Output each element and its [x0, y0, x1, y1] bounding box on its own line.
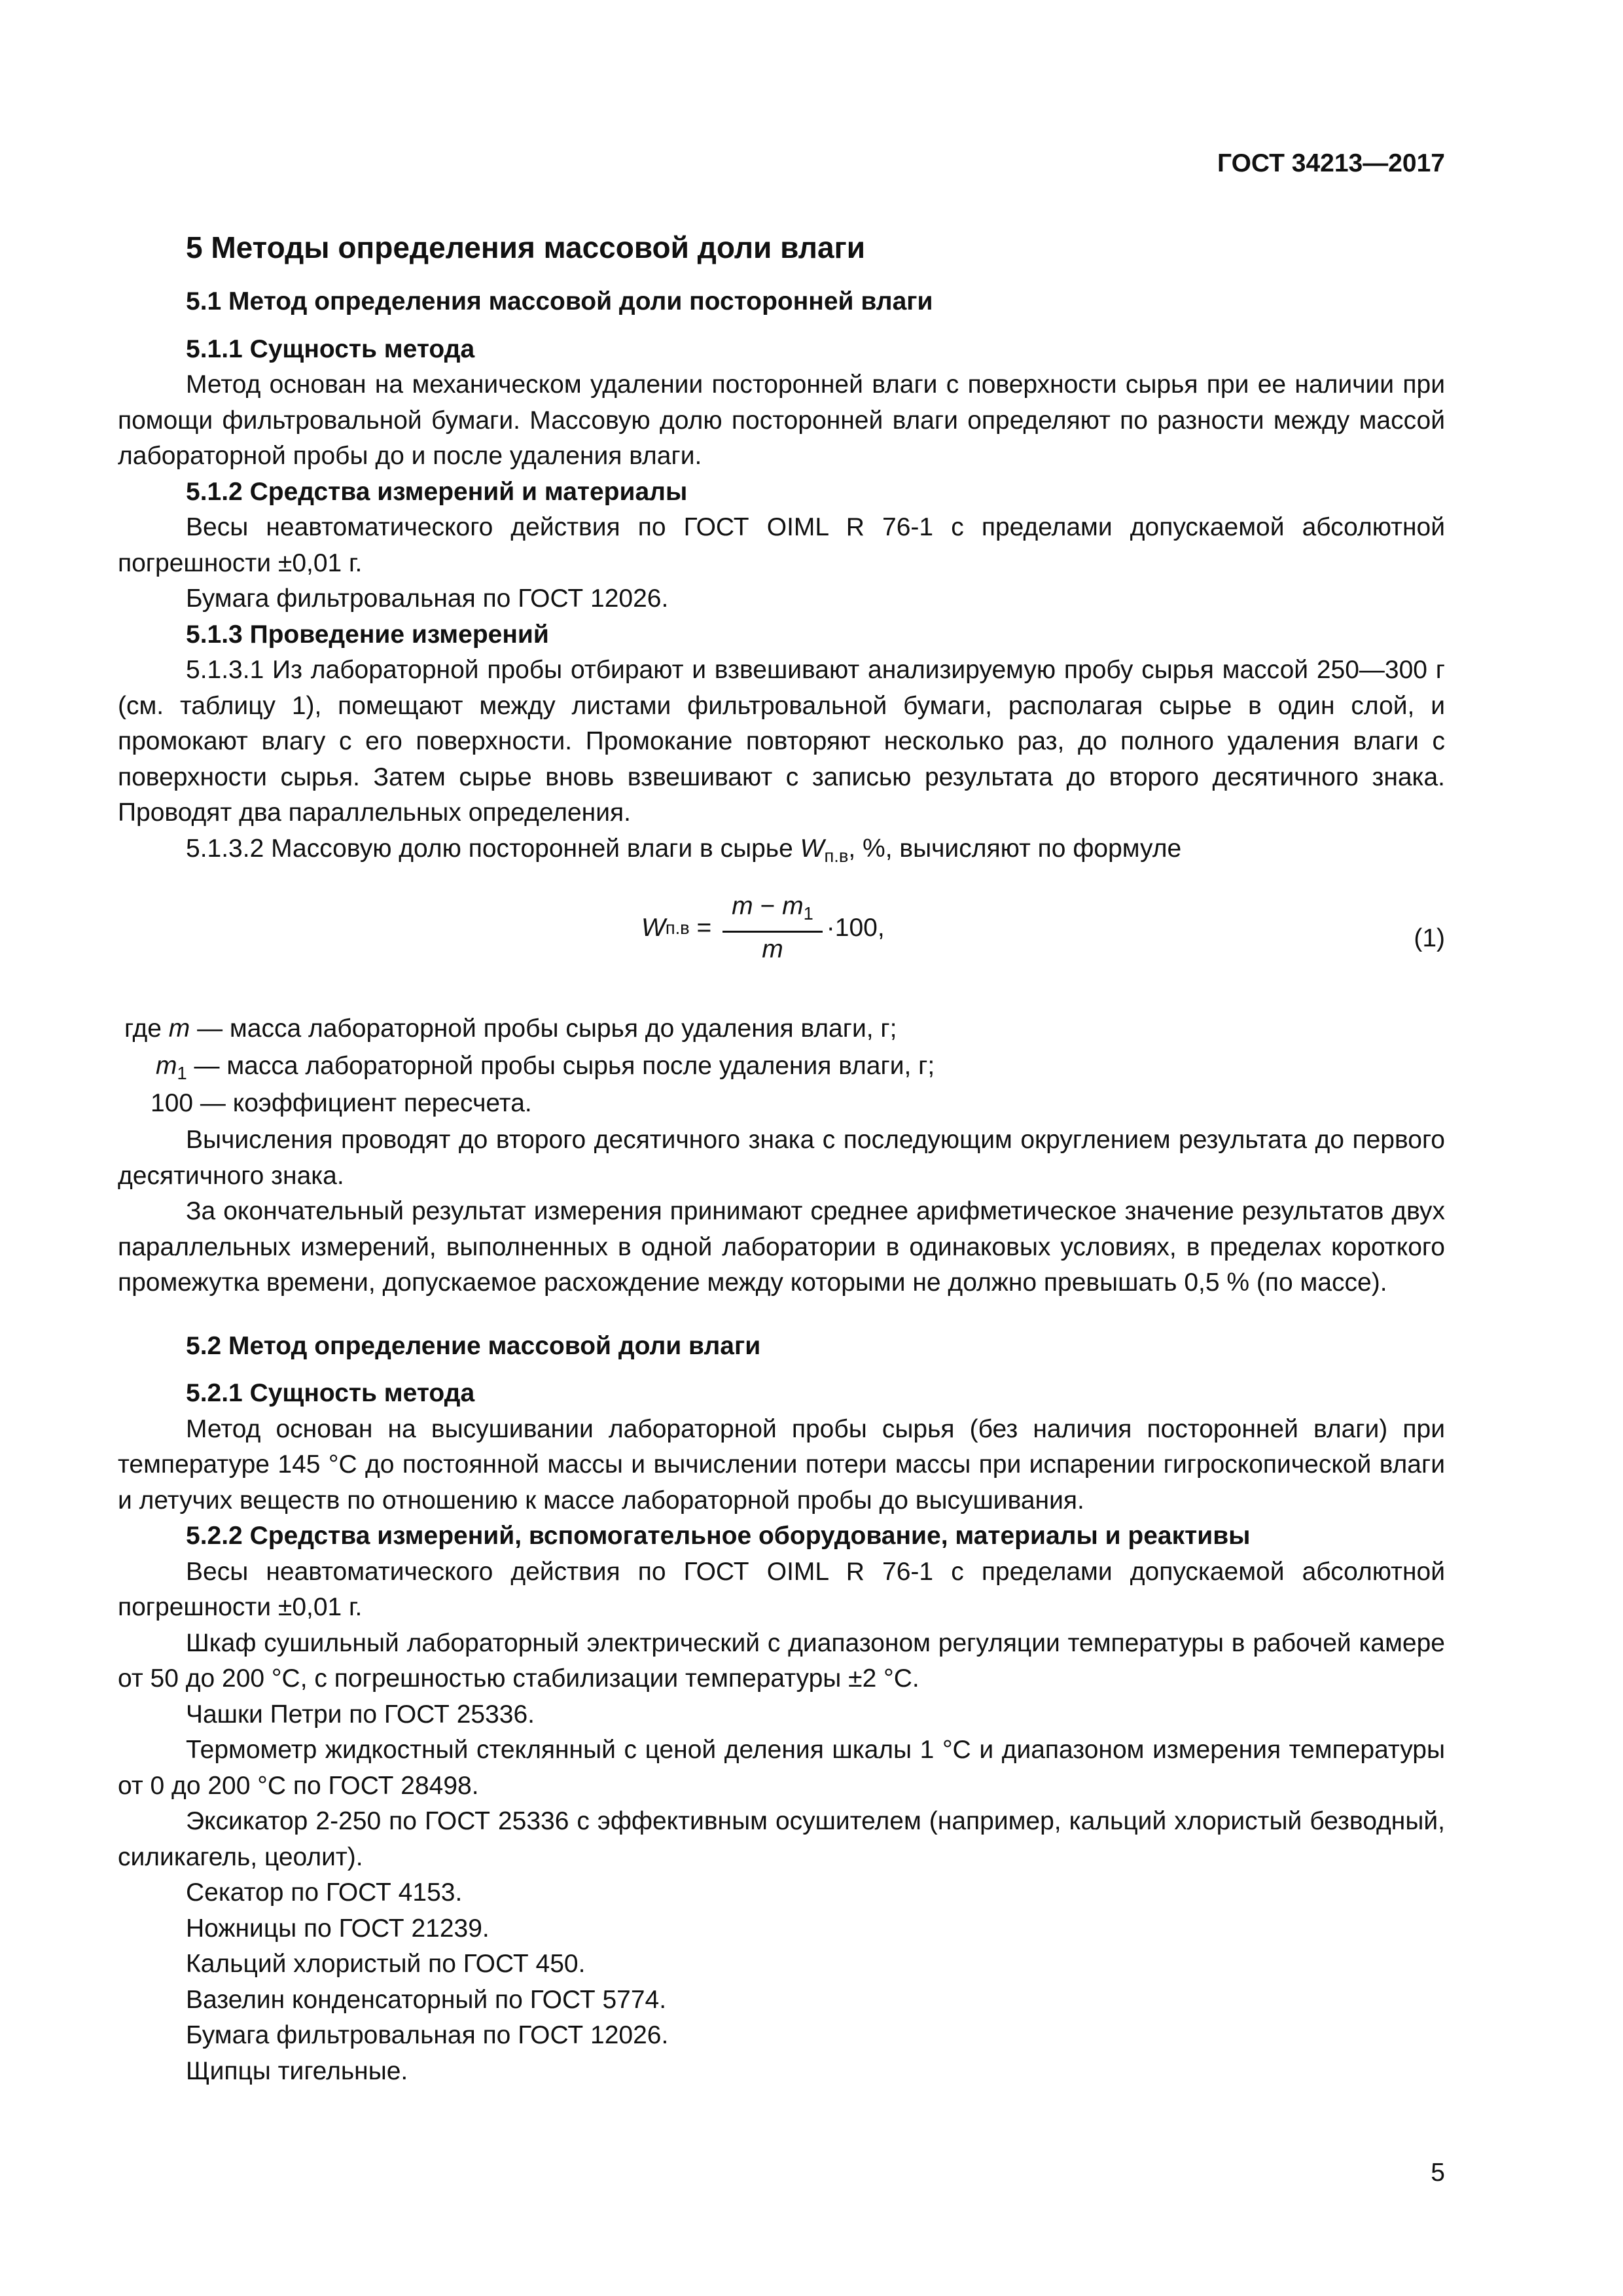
standard-designation: ГОСТ 34213—2017: [1217, 149, 1445, 177]
formula-minus: −: [753, 892, 783, 921]
section-5-1-3-heading: 5.1.3 Проведение измерений: [186, 620, 549, 649]
section-5-2-1-heading: 5.2.1 Сущность метода: [186, 1379, 475, 1408]
formula-numerator: [722, 889, 823, 933]
section-5-1-3-2-text: [118, 831, 1445, 874]
calculation-paragraph-2: За окончательный результат измерения принимают среднее арифметическое значение результатов двух параллельных измерений, выполненных в одной лаборатории в одинаковых условиях, в пределах короткого промежутка времени, допускаемое расхождение между которыми не должно превышать 0,5 % (по массе).: [118, 1197, 1445, 1297]
equipment-item: Щипцы тигельные.: [186, 2056, 408, 2085]
formula-num-m: m: [732, 892, 753, 921]
formula-lhs: W: [641, 914, 666, 942]
section-5-1-1-heading: 5.1.1 Сущность метода: [186, 334, 475, 363]
explanation-row-m1: [156, 1049, 935, 1092]
equipment-item: Бумага фильтровальная по ГОСТ 12026.: [186, 2021, 669, 2050]
formula-num-m1-subscript: 1: [803, 903, 813, 924]
equipment-item: Шкаф сушильный лабораторный электрический с диапазоном регуляции температуры в рабочей камере от 50 до 200 °С, с погрешностью стабилизации температуры ±2 °С.: [118, 1628, 1445, 1693]
formula-lhs-subscript: п.в: [665, 918, 690, 939]
section-5-1-3-2-lead: 5.1.3.2 Массовую долю посторонней влаги в сырье: [186, 834, 800, 863]
section-5-1-3-1-text: 5.1.3.1 Из лабораторной пробы отбирают и взвешивают анализируемую пробу сырья массой 250—300 г (см. таблицу 1), помещают между листами фильтровальной бумаги, располагая сырье в один слой, и промокают влагу с его поверхности. Промокание повторяют несколько раз, до полного удаления влаги с поверхности сырья. Затем сырье вновь взвешивают с записью результата до второго десятичного знака. Проводят два параллельных определения.: [118, 656, 1445, 827]
section-5-heading: 5 Методы определения массовой доли влаги: [186, 230, 866, 264]
calculation-paragraph-1: Вычисления проводят до второго десятичного знака с последующим округлением результата до первого десятичного знака.: [118, 1126, 1445, 1190]
explanation-text-m: — масса лабораторной пробы сырья до удаления влаги, г;: [190, 1014, 897, 1043]
equipment-item: Весы неавтоматического действия по ГОСТ OIML R 76-1 с пределами допускаемой абсолютной погрешности ±0,01 г.: [118, 1557, 1445, 1622]
section-5-1-1-text: Метод основан на механическом удалении посторонней влаги с поверхности сырья при ее наличии при помощи фильтровальной бумаги. Массовую долю посторонней влаги определяют по разности между массой лабораторной пробы до и после удаления влаги.: [118, 370, 1445, 470]
formula-number: (1): [1414, 924, 1445, 953]
formula-1: [118, 874, 1445, 1005]
variable-w: W: [800, 834, 825, 863]
formula-fraction: [722, 889, 823, 967]
section-5-1-heading: 5.1 Метод определения массовой доли посторонней влаги: [186, 287, 933, 315]
formula-explanation: [118, 1011, 1445, 1122]
equipment-item: Секатор по ГОСТ 4153.: [186, 1878, 463, 1907]
explanation-var-m1-subscript: 1: [177, 1063, 187, 1084]
equipment-item: Чашки Петри по ГОСТ 25336.: [186, 1700, 535, 1729]
section-5-1-3-2-tail: , %, вычисляют по формуле: [848, 834, 1182, 863]
explanation-row-m: [124, 1011, 897, 1047]
page-number: 5: [1431, 2159, 1445, 2187]
section-5-1-2-paragraph-1: Весы неавтоматического действия по ГОСТ OIML R 76-1 с пределами допускаемой абсолютной погрешности ±0,01 г.: [118, 513, 1445, 577]
explanation-text-m1: — масса лабораторной пробы сырья после удаления влаги, г;: [187, 1052, 935, 1081]
section-5-2-heading: 5.2 Метод определение массовой доли влаги: [186, 1331, 761, 1360]
formula-denominator: [762, 933, 783, 967]
variable-w-subscript: п.в: [824, 845, 849, 866]
section-5-1-2-heading: 5.1.2 Средства измерений и материалы: [186, 477, 688, 506]
page-body: [118, 228, 1445, 2089]
formula-tail: ·100,: [826, 914, 885, 942]
section-5-1-2-paragraph-2: Бумага фильтровальная по ГОСТ 12026.: [186, 584, 669, 613]
explanation-row-100: 100 — коэффициент пересчета.: [151, 1089, 532, 1118]
equipment-item: Ножницы по ГОСТ 21239.: [186, 1914, 490, 1943]
formula-den-m: m: [762, 935, 783, 964]
section-5-2-1-text: Метод основан на высушивании лабораторной пробы сырья (без наличия посторонней влаги) при температуре 145 °С до постоянной массы и вычислении потери массы при испарении гигроскопической влаги и летучих веществ по отношению к массе лабораторной пробы до высушивания.: [118, 1414, 1445, 1515]
equipment-item: Кальций хлористый по ГОСТ 450.: [186, 1950, 586, 1979]
formula-num-m1: m: [782, 892, 804, 921]
explanation-var-m1: m: [156, 1052, 177, 1081]
equipment-item: Вазелин конденсаторный по ГОСТ 5774.: [186, 1985, 667, 2014]
formula-expression: [641, 889, 885, 967]
section-5-2-2-heading: 5.2.2 Средства измерений, вспомогательное оборудование, материалы и реактивы: [186, 1522, 1251, 1551]
equipment-item: Термометр жидкостный стеклянный с ценой деления шкалы 1 °С и диапазоном измерения температуры от 0 до 200 °С по ГОСТ 28498.: [118, 1736, 1445, 1800]
equipment-item: Эксикатор 2-250 по ГОСТ 25336 с эффективным осушителем (например, кальций хлористый безводный, силикагель, цеолит).: [118, 1807, 1445, 1871]
explanation-prefix: где: [124, 1014, 169, 1043]
formula-equals: =: [689, 914, 719, 942]
explanation-var-m: m: [168, 1014, 190, 1043]
